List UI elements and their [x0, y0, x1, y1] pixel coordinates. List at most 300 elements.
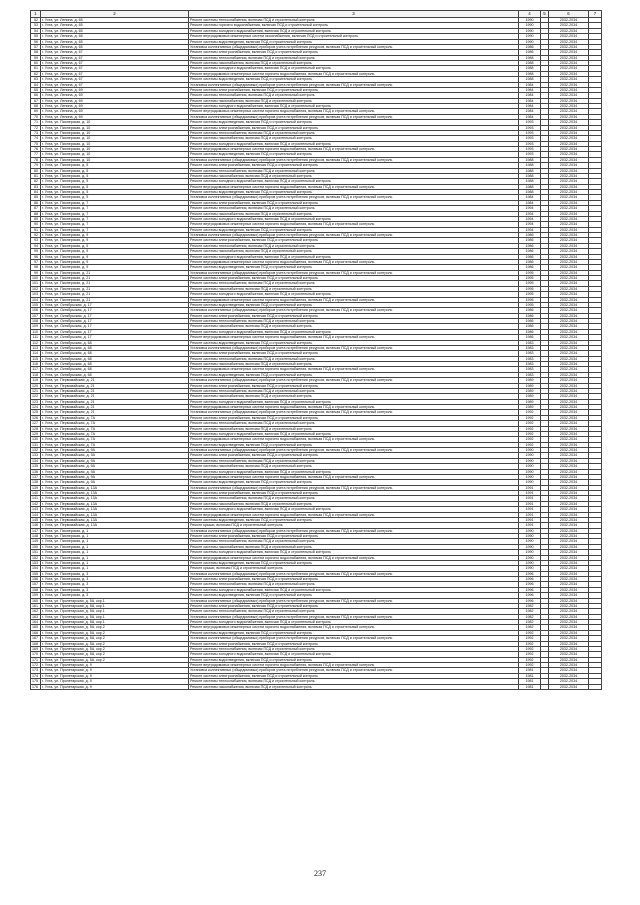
row-number-cell: 117 — [31, 367, 41, 372]
year-cell: 1992 — [519, 410, 541, 415]
row-number-cell: 79 — [31, 163, 41, 168]
period-cell: 2032-2034 — [549, 243, 589, 248]
address-cell: г. Ухта, ул. Пионерская, д. 5 — [41, 184, 189, 189]
year-cell: 1986 — [519, 324, 541, 329]
address-cell: г. Ухта, ул. Пролетарская, д. 9 — [41, 679, 189, 684]
work-type-cell: Ремонт системы газоснабжения, включая ПСД и строительный контроль — [189, 136, 519, 141]
address-cell: г. Ухта, ул. Пионерская, д. 5 — [41, 168, 189, 173]
row-number-cell: 168 — [31, 641, 41, 646]
work-type-cell: Ремонт системы водоотведения, включая ПСД и строительный контроль — [189, 265, 519, 270]
work-type-cell: Ремонт системы теплоснабжения, включая ПСД и строительный контроль — [189, 388, 519, 393]
work-type-cell: Ремонт системы теплоснабжения, включая ПСД и строительный контроль — [189, 679, 519, 684]
address-cell: г. Ухта, ул. Октябрьская, д. 68 — [41, 345, 189, 350]
year-cell: 1990 — [519, 23, 541, 28]
row-number-cell: 53 — [31, 23, 41, 28]
row-number-cell: 160 — [31, 598, 41, 603]
year-cell: 1981 — [519, 673, 541, 678]
work-type-cell: Ремонт системы теплоснабжения, включая ПСД и строительный контроль — [189, 243, 519, 248]
row-number-cell: 174 — [31, 673, 41, 678]
address-cell: г. Ухта, ул. Пионерская, д. 21 — [41, 270, 189, 275]
year-cell: 1992 — [519, 652, 541, 657]
work-type-cell: Ремонт системы электроснабжения, включая ПСД и строительный контроль — [189, 577, 519, 582]
work-type-cell: Ремонт системы теплоснабжения, включая ПСД и строительный контроль — [189, 356, 519, 361]
address-cell: г. Ухта, ул. Пролетарская, д. 5А, кор.1 — [41, 609, 189, 614]
year-cell: 1984 — [519, 104, 541, 109]
period-cell: 2032-2034 — [549, 23, 589, 28]
row-number-cell: 147 — [31, 528, 41, 533]
empty-cell — [589, 684, 602, 689]
work-type-cell: Ремонт системы холодного водоснабжения, включая ПСД и строительный контроль — [189, 254, 519, 259]
year-cell: 1982 — [519, 603, 541, 608]
period-cell: 2032-2034 — [549, 233, 589, 238]
row-number-cell: 150 — [31, 544, 41, 549]
year-cell: 1988 — [519, 157, 541, 162]
address-cell: г. Ухта, ул. Пионерская, д. 9 — [41, 254, 189, 259]
period-cell: 2032-2034 — [549, 351, 589, 356]
period-cell: 2032-2034 — [549, 173, 589, 178]
year-cell: 1986 — [519, 238, 541, 243]
year-cell: 1984 — [519, 93, 541, 98]
row-number-cell: 67 — [31, 98, 41, 103]
year-cell: 1990 — [519, 28, 541, 33]
work-type-cell: Ремонт системы теплоснабжения, включая ПСД и строительный контроль — [189, 539, 519, 544]
year-cell: 1990 — [519, 480, 541, 485]
period-cell: 2032-2034 — [549, 534, 589, 539]
address-cell: г. Ухта, ул. Ленина, д. 65 — [41, 44, 189, 49]
address-cell: г. Ухта, ул. Первомайская, д. 21 — [41, 378, 189, 383]
row-number-cell: 167 — [31, 636, 41, 641]
row-number-cell: 88 — [31, 211, 41, 216]
work-type-cell: Ремонт системы холодного водоснабжения, включая ПСД и строительный контроль — [189, 329, 519, 334]
period-cell: 2032-2034 — [549, 120, 589, 125]
work-type-cell: Ремонт системы газоснабжения, включая ПСД и строительный контроль — [189, 98, 519, 103]
row-number-cell: 61 — [31, 66, 41, 71]
work-type-cell: Ремонт системы водоотведения, включая ПСД и строительный контроль — [189, 77, 519, 82]
year-cell: 1986 — [519, 44, 541, 49]
year-cell: 1984 — [519, 200, 541, 205]
year-cell: 1984 — [519, 114, 541, 119]
period-cell: 2032-2034 — [549, 206, 589, 211]
year-cell: 1989 — [519, 399, 541, 404]
row-number-cell: 172 — [31, 663, 41, 668]
row-number-cell: 143 — [31, 507, 41, 512]
period-cell: 2032-2034 — [549, 34, 589, 39]
work-type-cell: Ремонт системы водоотведения, включая ПСД и строительный контроль — [189, 227, 519, 232]
year-cell: 1990 — [519, 474, 541, 479]
work-type-cell: Ремонт системы теплоснабжения, включая ПСД и строительный контроль — [189, 582, 519, 587]
year-cell: 1995 — [519, 302, 541, 307]
year-cell: 1991 — [519, 485, 541, 490]
address-cell: г. Ухта, ул. Пролетарская, д. 5А, кор.2 — [41, 636, 189, 641]
period-cell: 2032-2034 — [549, 270, 589, 275]
address-cell: г. Ухта, ул. Пролетарская, д. 9 — [41, 663, 189, 668]
year-cell: 1993 — [519, 120, 541, 125]
period-cell: 2032-2034 — [549, 394, 589, 399]
period-cell: 2032-2034 — [549, 410, 589, 415]
work-type-cell: Ремонт системы холодного водоснабжения, включая ПСД и строительный контроль — [189, 28, 519, 33]
year-cell: 1984 — [519, 87, 541, 92]
year-cell: 1989 — [519, 405, 541, 410]
year-cell: 1991 — [519, 496, 541, 501]
period-cell: 2032-2034 — [549, 39, 589, 44]
period-cell: 2032-2034 — [549, 179, 589, 184]
address-cell: г. Ухта, ул. Ленина, д. 69 — [41, 98, 189, 103]
row-number-cell: 60 — [31, 61, 41, 66]
period-cell: 2032-2034 — [549, 620, 589, 625]
year-cell: 1995 — [519, 276, 541, 281]
year-cell: 1993 — [519, 125, 541, 130]
work-type-cell: Ремонт системы холодного водоснабжения, включая ПСД и строительный контроль — [189, 292, 519, 297]
address-cell: г. Ухта, ул. Пионерская, д. 10 — [41, 125, 189, 130]
address-cell: г. Ухта, ул. Пионерская, д. 10 — [41, 141, 189, 146]
period-cell: 2032-2034 — [549, 157, 589, 162]
address-cell: г. Ухта, ул. Ленина, д. 69 — [41, 104, 189, 109]
address-cell: г. Ухта, ул. Ленина, д. 67 — [41, 50, 189, 55]
row-number-cell: 69 — [31, 109, 41, 114]
work-type-cell: Ремонт системы водоотведения, включая ПСД и строительный контроль — [189, 120, 519, 125]
work-type-cell: Установка коллективных (общедомовых) приборов учета потребления ресурсов, включая ПСД и строительный контроль — [189, 636, 519, 641]
address-cell: г. Ухта, ул. Пионерская, д. 3 — [41, 593, 189, 598]
address-cell: г. Ухта, ул. Первомайская, д. 7А — [41, 442, 189, 447]
period-cell: 2032-2034 — [549, 378, 589, 383]
work-type-cell: Ремонт системы горячего водоснабжения, включая ПСД и строительный контроль — [189, 23, 519, 28]
period-cell: 2032-2034 — [549, 184, 589, 189]
work-type-cell: Ремонт системы электроснабжения, включая ПСД и строительный контроль — [189, 276, 519, 281]
period-cell: 2032-2034 — [549, 302, 589, 307]
period-cell: 2032-2034 — [549, 593, 589, 598]
row-number-cell: 140 — [31, 491, 41, 496]
period-cell: 2032-2034 — [549, 566, 589, 571]
year-cell: 1992 — [519, 442, 541, 447]
work-type-cell: Ремонт системы газоснабжения, включая ПСД и строительный контроль — [189, 544, 519, 549]
year-cell: 1986 — [519, 233, 541, 238]
row-number-cell: 71 — [31, 120, 41, 125]
row-number-cell: 163 — [31, 614, 41, 619]
row-number-cell: 74 — [31, 136, 41, 141]
address-cell: г. Ухта, ул. Пионерская, д. 9 — [41, 233, 189, 238]
row-number-cell: 116 — [31, 362, 41, 367]
work-type-cell: Ремонт системы теплоснабжения, включая ПСД и строительный контроль — [189, 93, 519, 98]
row-number-cell: 62 — [31, 71, 41, 76]
address-cell: г. Ухта, ул. Пролетарская, д. 5А, кор.1 — [41, 598, 189, 603]
period-cell: 2032-2034 — [549, 292, 589, 297]
row-number-cell: 105 — [31, 302, 41, 307]
work-type-cell: Ремонт системы водоотведения, включая ПСД и строительный контроль — [189, 39, 519, 44]
address-cell: г. Ухта, ул. Пионерская, д. 21 — [41, 281, 189, 286]
row-number-cell: 96 — [31, 254, 41, 259]
works-table — [30, 10, 602, 690]
year-cell: 1996 — [519, 571, 541, 576]
address-cell: г. Ухта, ул. Октябрьская, д. 68 — [41, 362, 189, 367]
row-number-cell: 114 — [31, 351, 41, 356]
work-type-cell: Ремонт системы холодного водоснабжения, включая ПСД и строительный контроль — [189, 620, 519, 625]
row-number-cell: 86 — [31, 200, 41, 205]
period-cell: 2032-2034 — [549, 550, 589, 555]
address-cell: г. Ухта, ул. Пионерская, д. 1 — [41, 555, 189, 560]
year-cell: 1988 — [519, 77, 541, 82]
row-number-cell: 73 — [31, 130, 41, 135]
work-type-cell: Ремонт системы газоснабжения, включая ПСД и строительный контроль — [189, 324, 519, 329]
period-cell: 2032-2034 — [549, 668, 589, 673]
address-cell: г. Ухта, ул. Первомайская, д. 13А — [41, 485, 189, 490]
address-cell: г. Ухта, ул. Ленина, д. 69 — [41, 109, 189, 114]
row-number-cell: 70 — [31, 114, 41, 119]
row-number-cell: 139 — [31, 485, 41, 490]
address-cell: г. Ухта, ул. Пионерская, д. 1 — [41, 534, 189, 539]
address-cell: г. Ухта, ул. Октябрьская, д. 68 — [41, 372, 189, 377]
work-type-cell: Ремонт внутридомовых инженерных систем горячего водоснабжения, включая ПСД и строительный контроль — [189, 367, 519, 372]
period-cell: 2032-2034 — [549, 458, 589, 463]
row-number-cell: 54 — [31, 28, 41, 33]
work-type-cell: Ремонт системы водоотведения, включая ПСД и строительный контроль — [189, 593, 519, 598]
work-type-cell: Ремонт системы газоснабжения, включая ПСД и строительный контроль — [189, 684, 519, 689]
work-type-cell: Ремонт системы холодного водоснабжения, включая ПСД и строительный контроль — [189, 104, 519, 109]
year-cell: 1983 — [519, 345, 541, 350]
row-number-cell: 133 — [31, 453, 41, 458]
work-type-cell: Ремонт системы газоснабжения, включая ПСД и строительный контроль — [189, 249, 519, 254]
year-cell: 1993 — [519, 147, 541, 152]
year-cell: 1996 — [519, 598, 541, 603]
year-cell: 1994 — [519, 222, 541, 227]
address-cell: г. Ухта, ул. Пионерская, д. 10 — [41, 147, 189, 152]
address-cell: г. Ухта, ул. Ленина, д. 65 — [41, 28, 189, 33]
year-cell: 1992 — [519, 636, 541, 641]
work-type-cell: Ремонт внутридомовых инженерных систем горячего водоснабжения, включая ПСД и строительный контроль — [189, 512, 519, 517]
period-cell: 2032-2034 — [549, 636, 589, 641]
row-number-cell: 55 — [31, 34, 41, 39]
address-cell: г. Ухта, ул. Пролетарская, д. 5А, кор.1 — [41, 603, 189, 608]
year-cell: 1994 — [519, 216, 541, 221]
work-type-cell: Ремонт системы электроснабжения, включая ПСД и строительный контроль — [189, 415, 519, 420]
work-type-cell: Установка коллективных (общедомовых) приборов учета потребления ресурсов, включая ПСД и строительный контроль — [189, 195, 519, 200]
period-cell: 2032-2034 — [549, 281, 589, 286]
row-number-cell: 108 — [31, 319, 41, 324]
address-cell: г. Ухта, ул. Пионерская, д. 5 — [41, 195, 189, 200]
period-cell: 2032-2034 — [549, 426, 589, 431]
address-cell: г. Ухта, ул. Пролетарская, д. 5А, кор.2 — [41, 625, 189, 630]
year-cell: 1982 — [519, 609, 541, 614]
address-cell: г. Ухта, ул. Пионерская, д. 5 — [41, 179, 189, 184]
address-cell: г. Ухта, ул. Первомайская, д. 21 — [41, 405, 189, 410]
address-cell: г. Ухта, ул. Первомайская, д. 7А — [41, 421, 189, 426]
work-type-cell: Ремонт системы водоотведения, включая ПСД и строительный контроль — [189, 340, 519, 345]
work-type-cell: Ремонт системы газоснабжения, включая ПСД и строительный контроль — [189, 426, 519, 431]
row-number-cell: 162 — [31, 609, 41, 614]
work-type-cell: Установка коллективных (общедомовых) приборов учета потребления ресурсов, включая ПСД и строительный контроль — [189, 598, 519, 603]
work-type-cell: Ремонт системы теплоснабжения, включая ПСД и строительный контроль — [189, 458, 519, 463]
period-cell: 2032-2034 — [549, 571, 589, 576]
address-cell: г. Ухта, ул. Октябрьская, д. 68 — [41, 340, 189, 345]
row-number-cell: 124 — [31, 405, 41, 410]
address-cell: г. Ухта, ул. Первомайская, д. 7А — [41, 426, 189, 431]
work-type-cell: Установка коллективных (общедомовых) приборов учета потребления ресурсов, включая ПСД и строительный контроль — [189, 571, 519, 576]
row-number-cell: 68 — [31, 104, 41, 109]
period-cell: 2032-2034 — [549, 399, 589, 404]
period-cell: 2032-2034 — [549, 652, 589, 657]
period-cell: 2032-2034 — [549, 276, 589, 281]
row-number-cell: 65 — [31, 87, 41, 92]
address-cell: г. Ухта, ул. Пионерская, д. 10 — [41, 130, 189, 135]
address-cell: г. Ухта, ул. Пионерская, д. 3 — [41, 571, 189, 576]
row-number-cell: 138 — [31, 480, 41, 485]
work-type-cell: Ремонт системы теплоснабжения, включая ПСД и строительный контроль — [189, 646, 519, 651]
address-cell: г. Ухта, ул. Пионерская, д. 21 — [41, 292, 189, 297]
row-number-cell: 156 — [31, 577, 41, 582]
row-number-cell: 84 — [31, 190, 41, 195]
work-type-cell: Ремонт системы электроснабжения, включая ПСД и строительный контроль — [189, 313, 519, 318]
work-type-cell: Ремонт системы холодного водоснабжения, включая ПСД и строительный контроль — [189, 469, 519, 474]
year-cell: 1988 — [519, 163, 541, 168]
period-cell: 2032-2034 — [549, 491, 589, 496]
row-number-cell: 155 — [31, 571, 41, 576]
row-number-cell: 148 — [31, 534, 41, 539]
period-cell: 2032-2034 — [549, 216, 589, 221]
address-cell: г. Ухта, ул. Пионерская, д. 5 — [41, 173, 189, 178]
work-type-cell: Ремонт системы газоснабжения, включая ПСД и строительный контроль — [189, 501, 519, 506]
row-number-cell: 151 — [31, 550, 41, 555]
work-type-cell: Ремонт внутридомовых инженерных систем горячего водоснабжения, включая ПСД и строительный контроль — [189, 335, 519, 340]
year-cell: 1991 — [519, 491, 541, 496]
work-type-cell: Ремонт системы электроснабжения, включая ПСД и строительный контроль — [189, 163, 519, 168]
work-type-cell: Ремонт внутридомовых инженерных систем горячего водоснабжения, включая ПСД и строительный контроль — [189, 625, 519, 630]
year-cell: 1983 — [519, 372, 541, 377]
work-type-cell: Ремонт системы водоотведения, включая ПСД и строительный контроль — [189, 517, 519, 522]
period-cell: 2032-2034 — [549, 603, 589, 608]
year-cell: 1990 — [519, 18, 541, 23]
row-number-cell: 90 — [31, 222, 41, 227]
work-type-cell: Установка коллективных (общедомовых) приборов учета потребления ресурсов, включая ПСД и строительный контроль — [189, 485, 519, 490]
year-cell: 1993 — [519, 141, 541, 146]
work-type-cell: Установка коллективных (общедомовых) приборов учета потребления ресурсов, включая ПСД и строительный контроль — [189, 448, 519, 453]
period-cell: 2032-2034 — [549, 464, 589, 469]
period-cell: 2032-2034 — [549, 82, 589, 87]
work-type-cell: Ремонт внутридомовых инженерных систем горячего водоснабжения, включая ПСД и строительный контроль — [189, 555, 519, 560]
period-cell: 2032-2034 — [549, 211, 589, 216]
work-type-cell: Ремонт системы электроснабжения, включая ПСД и строительный контроль — [189, 491, 519, 496]
row-number-cell: 137 — [31, 474, 41, 479]
period-cell: 2032-2034 — [549, 195, 589, 200]
period-cell: 2032-2034 — [549, 437, 589, 442]
year-cell: 1990 — [519, 469, 541, 474]
work-type-cell: Ремонт системы электроснабжения, включая ПСД и строительный контроль — [189, 603, 519, 608]
year-cell: 1986 — [519, 329, 541, 334]
address-cell: г. Ухта, ул. Пролетарская, д. 5А, кор.2 — [41, 641, 189, 646]
year-cell: 1982 — [519, 625, 541, 630]
period-cell: 2032-2034 — [549, 77, 589, 82]
address-cell: г. Ухта, ул. Первомайская, д. 9А — [41, 464, 189, 469]
address-cell: г. Ухта, ул. Первомайская, д. 7А — [41, 431, 189, 436]
work-type-cell: Ремонт системы электроснабжения, включая ПСД и строительный контроль — [189, 673, 519, 678]
row-number-cell: 161 — [31, 603, 41, 608]
period-cell: 2032-2034 — [549, 152, 589, 157]
row-number-cell: 119 — [31, 378, 41, 383]
address-cell: г. Ухта, ул. Первомайская, д. 13А — [41, 507, 189, 512]
period-cell: 2032-2034 — [549, 679, 589, 684]
year-cell: 1996 — [519, 582, 541, 587]
address-cell: г. Ухта, ул. Пионерская, д. 7 — [41, 211, 189, 216]
address-cell: г. Ухта, ул. Пионерская, д. 1 — [41, 566, 189, 571]
work-type-cell: Ремонт внутридомовых инженерных систем горячего водоснабжения, включая ПСД и строительный контроль — [189, 222, 519, 227]
year-cell: 1988 — [519, 71, 541, 76]
address-cell: г. Ухта, ул. Пионерская, д. 21 — [41, 276, 189, 281]
address-cell: г. Ухта, ул. Пионерская, д. 1 — [41, 528, 189, 533]
year-cell: 1982 — [519, 614, 541, 619]
work-type-cell: Ремонт системы электроснабжения, включая ПСД и строительный контроль — [189, 641, 519, 646]
address-cell: г. Ухта, ул. Октябрьская, д. 68 — [41, 367, 189, 372]
period-cell: 2032-2034 — [549, 405, 589, 410]
year-cell: 1995 — [519, 292, 541, 297]
address-cell: г. Ухта, ул. Пионерская, д. 7 — [41, 200, 189, 205]
year-cell: 1992 — [519, 431, 541, 436]
period-cell: 2032-2034 — [549, 286, 589, 291]
work-type-cell: Ремонт внутридомовых инженерных систем горячего водоснабжения, включая ПСД и строительный контроль — [189, 405, 519, 410]
period-cell: 2032-2034 — [549, 313, 589, 318]
work-type-cell: Ремонт системы холодного водоснабжения, включая ПСД и строительный контроль — [189, 507, 519, 512]
year-cell: 1992 — [519, 630, 541, 635]
work-type-cell: Ремонт системы газоснабжения, включая ПСД и строительный контроль — [189, 464, 519, 469]
period-cell: 2032-2034 — [549, 141, 589, 146]
work-type-cell: Ремонт системы водоотведения, включая ПСД и строительный контроль — [189, 372, 519, 377]
year-cell: 1995 — [519, 270, 541, 275]
row-number-cell: 129 — [31, 431, 41, 436]
row-number-cell: 102 — [31, 286, 41, 291]
address-cell: г. Ухта, ул. Пионерская, д. 3 — [41, 582, 189, 587]
row-number-cell: 121 — [31, 388, 41, 393]
year-cell: 1988 — [519, 179, 541, 184]
address-cell: г. Ухта, ул. Первомайская, д. 13А — [41, 512, 189, 517]
address-cell: г. Ухта, ул. Первомайская, д. 9А — [41, 448, 189, 453]
period-cell: 2032-2034 — [549, 335, 589, 340]
address-cell: г. Ухта, ул. Октябрьская, д. 17 — [41, 335, 189, 340]
period-cell: 2032-2034 — [549, 641, 589, 646]
row-number-cell: 109 — [31, 324, 41, 329]
period-cell: 2032-2034 — [549, 587, 589, 592]
year-cell: 1995 — [519, 297, 541, 302]
address-cell: г. Ухта, ул. Ленина, д. 67 — [41, 82, 189, 87]
period-cell: 2032-2034 — [549, 512, 589, 517]
year-cell: 1986 — [519, 265, 541, 270]
work-type-cell: Установка коллективных (общедомовых) приборов учета потребления ресурсов, включая ПСД и строительный контроль — [189, 614, 519, 619]
row-number-cell: 110 — [31, 329, 41, 334]
year-cell: 1986 — [519, 308, 541, 313]
row-number-cell: 157 — [31, 582, 41, 587]
empty-cell — [541, 684, 549, 689]
row-number-cell: 159 — [31, 593, 41, 598]
row-number-cell: 66 — [31, 93, 41, 98]
row-number-cell: 173 — [31, 668, 41, 673]
row-number-cell: 107 — [31, 313, 41, 318]
address-cell: г. Ухта, ул. Ленина, д. 67 — [41, 61, 189, 66]
period-cell: 2032-2034 — [549, 87, 589, 92]
row-number-cell: 112 — [31, 340, 41, 345]
row-number-cell: 89 — [31, 216, 41, 221]
address-cell: г. Ухта, ул. Ленина, д. 65 — [41, 39, 189, 44]
row-number-cell: 91 — [31, 227, 41, 232]
year-cell: 1986 — [519, 254, 541, 259]
period-cell: 2032-2034 — [549, 453, 589, 458]
header-cell-2: 2 — [41, 11, 189, 18]
year-cell: 1995 — [519, 286, 541, 291]
year-cell: 1990 — [519, 544, 541, 549]
year-cell: 1995 — [519, 281, 541, 286]
work-type-cell: Установка коллективных (общедомовых) приборов учета потребления ресурсов, включая ПСД и строительный контроль — [189, 44, 519, 49]
period-cell: 2032-2034 — [549, 485, 589, 490]
row-number-cell: 87 — [31, 206, 41, 211]
period-cell: 2032-2034 — [549, 448, 589, 453]
work-type-cell: Ремонт внутридомовых инженерных систем горячего водоснабжения, включая ПСД и строительный контроль — [189, 437, 519, 442]
period-cell: 2032-2034 — [549, 598, 589, 603]
address-cell: г. Ухта, ул. Ленина, д. 65 — [41, 18, 189, 23]
